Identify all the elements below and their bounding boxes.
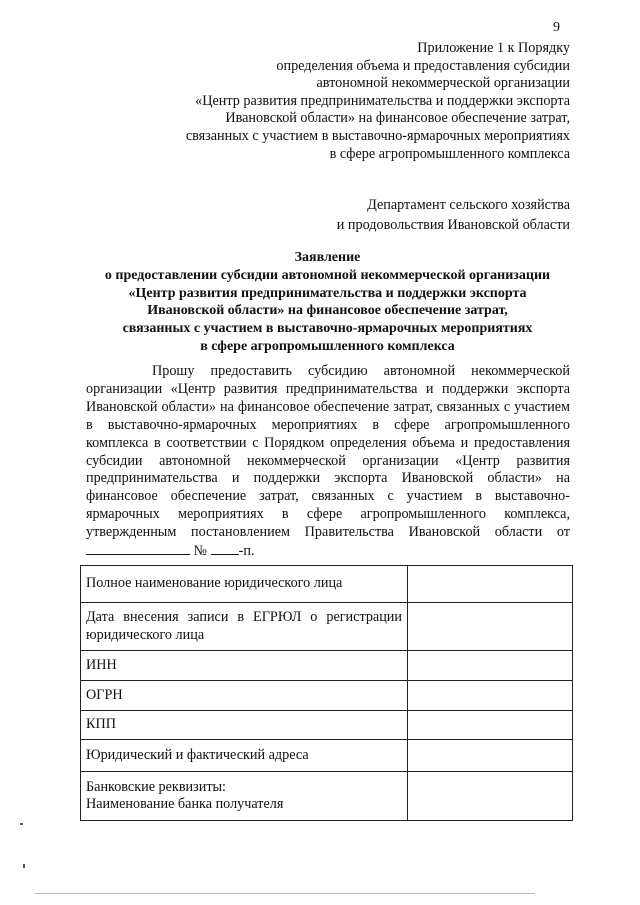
applicant-info-table: [80, 565, 573, 821]
appendix-header: [150, 40, 570, 163]
table-row: [81, 603, 573, 651]
table-row: [81, 711, 573, 740]
row-label-addresses: Юридический и фактический адреса: [81, 740, 408, 772]
table-row: [81, 651, 573, 681]
table-row: [81, 681, 573, 711]
bank-details-label: Банковские реквизиты:: [86, 778, 226, 795]
appendix-line: «Центр развития предпринимательства и поддержки экспорта: [195, 92, 570, 109]
appendix-line: связанных с участием в выставочно-ярмарочных мероприятиях: [185, 127, 570, 144]
scan-speck: [23, 864, 25, 868]
appendix-line: в сфере агропромышленного комплекса: [329, 145, 570, 162]
recipient-line: Департамент сельского хозяйства: [367, 197, 570, 213]
table-row: [81, 772, 573, 821]
row-label-full-name: Полное наименование юридического лица: [81, 566, 408, 603]
title-line: связанных с участием в выставочно-ярмарочных мероприятиях: [122, 321, 533, 337]
document-title: [70, 249, 585, 356]
appendix-line: автономной некоммерческой организации: [316, 75, 570, 92]
row-value-addresses[interactable]: [408, 740, 573, 772]
row-value-full-name[interactable]: [408, 566, 573, 603]
table-row: [81, 566, 573, 603]
application-body: [86, 363, 570, 561]
page-number: 9: [553, 20, 560, 35]
row-value-kpp[interactable]: [408, 711, 573, 740]
row-label-ogrn: ОГРН: [81, 681, 408, 711]
table-row: [81, 740, 573, 772]
appendix-line: Приложение 1 к Порядку: [417, 40, 570, 56]
row-value-egrul-date[interactable]: [408, 603, 573, 651]
row-value-bank[interactable]: [408, 772, 573, 821]
date-blank[interactable]: [86, 542, 190, 555]
number-blank[interactable]: [211, 542, 239, 555]
number-sign: №: [193, 543, 208, 560]
scan-edge-line: [35, 893, 535, 894]
recipient-line: и продовольствия Ивановской области: [336, 217, 570, 233]
recipient-block: [250, 195, 570, 235]
row-value-inn[interactable]: [408, 651, 573, 681]
appendix-line: Ивановской области» на финансовое обеспечение затрат,: [225, 110, 570, 127]
scan-speck: [20, 823, 23, 825]
row-label-egrul-date: Дата внесения записи в ЕГРЮЛ о регистрации юридического лица: [81, 603, 408, 651]
number-suffix: -п.: [238, 543, 255, 560]
title-heading: Заявление: [294, 250, 361, 265]
appendix-line: определения объема и предоставления субсидии: [276, 57, 570, 74]
title-line: Ивановской области» на финансовое обеспечение затрат,: [147, 303, 508, 319]
title-line: о предоставлении субсидии автономной некоммерческой организации: [104, 267, 551, 283]
row-label-inn: ИНН: [81, 651, 408, 681]
body-paragraph: Прошу предоставить субсидию автономной некоммерческой организации «Центр развития предпринимательства и поддержки экспорта Ивановской области» на финансовое обеспечение затрат, связанных с участием в выставочно-ярмарочных мероприятиях в сфере агропромышленного комплекса в соответствии с Порядком определения объема и предоставления субсидии автономной некоммерческой организации «Центр развития предпринимательства и поддержки экспорта Ивановской области» на финансовое обеспечение затрат, связанных с участием в выставочно-ярмарочных мероприятиях в сфере агропромышленного комплекса, утвержденным постановлением Правительства Ивановской области от: [86, 363, 570, 541]
bank-name-label: Наименование банка получателя: [86, 796, 284, 812]
row-value-ogrn[interactable]: [408, 681, 573, 711]
title-line: «Центр развития предпринимательства и поддержки экспорта: [128, 285, 527, 301]
row-label-kpp: КПП: [81, 711, 408, 740]
title-line: в сфере агропромышленного комплекса: [200, 338, 455, 354]
row-label-bank: [81, 772, 408, 821]
